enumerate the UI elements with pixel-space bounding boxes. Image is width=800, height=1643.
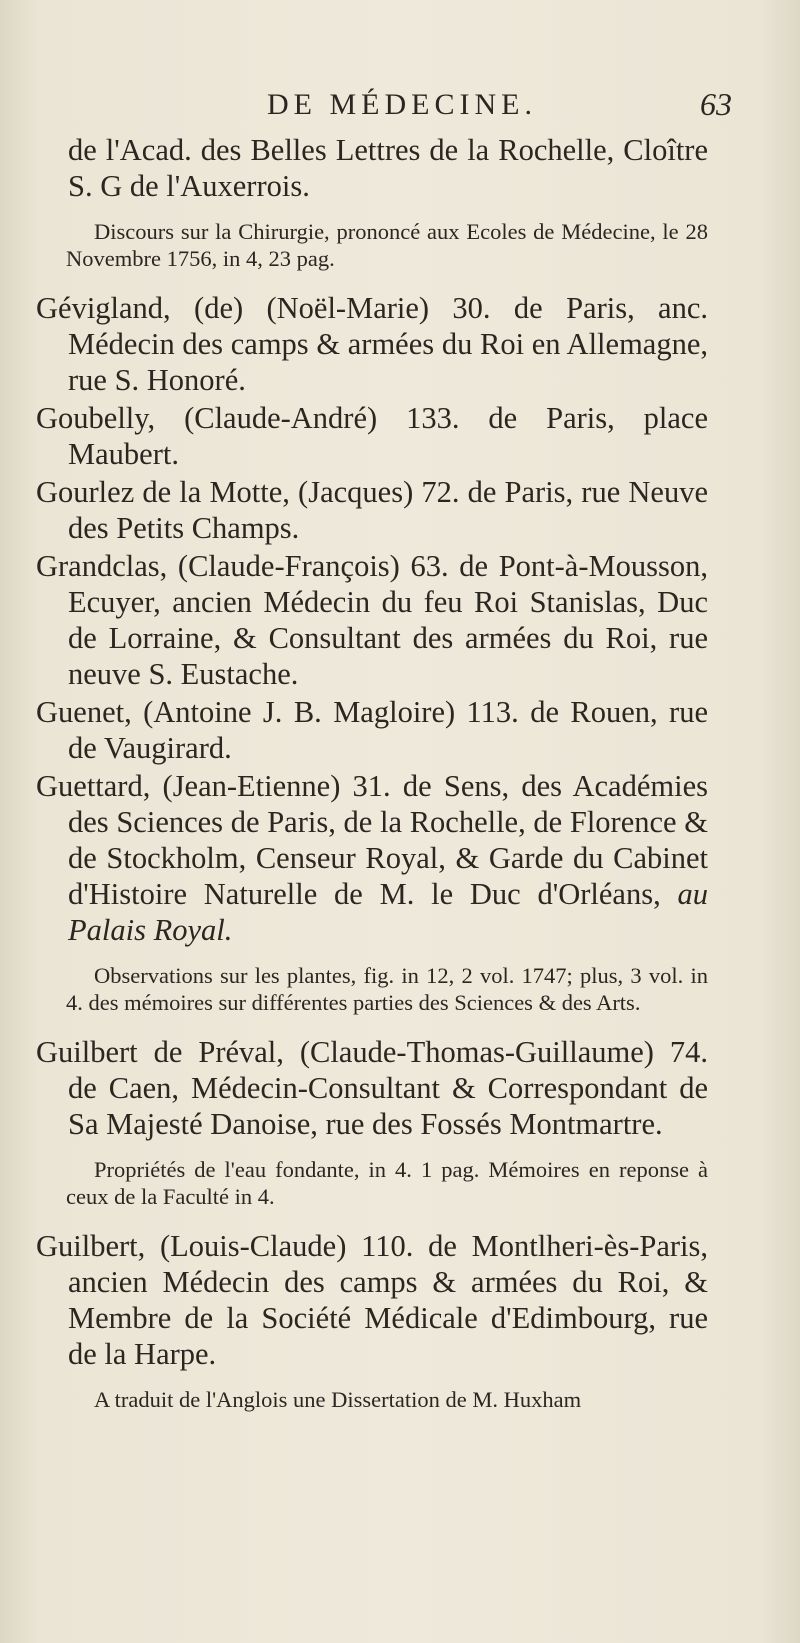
entry-continuation: de l'Acad. des Belles Lettres de la Rochelle, Cloître S. G de l'Auxerrois.: [68, 133, 708, 203]
running-head: [96, 86, 732, 132]
entry-goubelly: Goubelly, (Claude-André) 133. de Paris, place Maubert.: [36, 401, 708, 471]
running-head-title: DE MÉDECINE.: [267, 88, 537, 121]
publication-note: Discours sur la Chirurgie, prononcé aux Ecoles de Médecine, le 28 Novembre 1756, in 4, 23 pag.: [66, 219, 708, 271]
entry-gourlez: Gourlez de la Motte, (Jacques) 72. de Paris, rue Neuve des Petits Champs.: [36, 475, 708, 545]
entry-guettard: [36, 768, 708, 948]
entry-guettard-text: Guettard, (Jean-Etienne) 31. de Sens, des Académies des Sciences de Paris, de la Rochelle, de Florence & de Stockholm, Censeur Royal, & Garde du Cabinet d'Histoire Naturelle de M. le Duc d'Orléans,: [36, 769, 708, 911]
entry-gevigland: Gévigland, (de) (Noël-Marie) 30. de Paris, anc. Médecin des camps & armées du Roi en Allemagne, rue S. Honoré.: [36, 291, 708, 397]
entry-guilbert: Guilbert, (Louis-Claude) 110. de Montlheri-ès-Paris, ancien Médecin des camps & armées du Roi, & Membre de la Société Médicale d'Edimbourg, rue de la Harpe.: [36, 1229, 708, 1371]
entry-guilbert-de-preval: Guilbert de Préval, (Claude-Thomas-Guillaume) 74. de Caen, Médecin-Consultant & Correspondant de Sa Majesté Danoise, rue des Fossés Montmartre.: [36, 1035, 708, 1141]
publication-note: Propriétés de l'eau fondante, in 4. 1 pag. Mémoires en reponse à ceux de la Faculté in 4.: [66, 1157, 708, 1209]
page-number: 63: [700, 86, 732, 122]
entry-guettard-address: au Palais Royal.: [68, 877, 708, 947]
publication-note: Observations sur les plantes, fig. in 12, 2 vol. 1747; plus, 3 vol. in 4. des mémoires sur différentes parties des Sciences & des Arts.: [66, 963, 708, 1015]
entry-grandclas: Grandclas, (Claude-François) 63. de Pont-à-Mousson, Ecuyer, ancien Médecin du feu Roi Stanislas, Duc de Lorraine, & Consultant des armées du Roi, rue neuve S. Eustache.: [36, 549, 708, 691]
publication-note: A traduit de l'Anglois une Dissertation de M. Huxham: [94, 1387, 582, 1412]
entry-guenet: Guenet, (Antoine J. B. Magloire) 113. de Rouen, rue de Vaugirard.: [36, 695, 708, 765]
